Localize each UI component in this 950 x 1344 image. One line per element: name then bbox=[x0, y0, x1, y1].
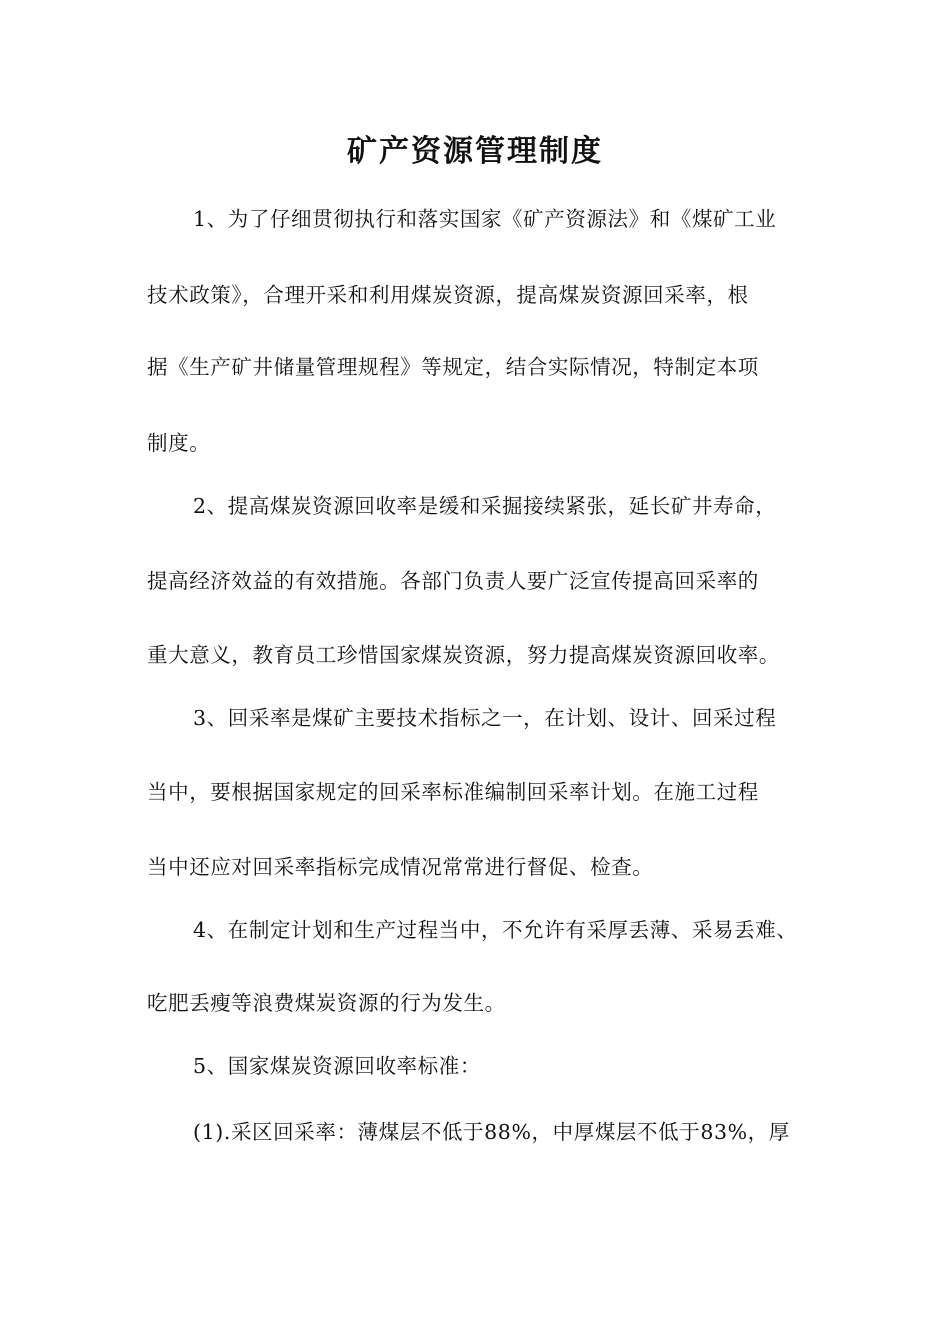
paragraph-2-line-3: 重大意义，教育员工珍惜国家煤炭资源，努力提高煤炭资源回收率。 bbox=[147, 643, 780, 667]
paragraph-1-line-4: 制度。 bbox=[147, 431, 211, 455]
paragraph-1-line-1: 1、为了仔细贯彻执行和落实国家《矿产资源法》和《煤矿工业 bbox=[193, 207, 777, 231]
paragraph-5-line-1: 5、国家煤炭资源回收率标准： bbox=[193, 1054, 481, 1078]
paragraph-6-line-1: (1).采区回采率：薄煤层不低于88%，中厚煤层不低于83%，厚 bbox=[193, 1120, 790, 1144]
paragraph-4-line-1: 4、在制定计划和生产过程当中，不允许有采厚丢薄、采易丢难、 bbox=[193, 918, 798, 942]
paragraph-2-line-1: 2、提高煤炭资源回收率是缓和采掘接续紧张，延长矿井寿命， bbox=[193, 494, 777, 518]
paragraph-3-line-1: 3、回采率是煤矿主要技术指标之一，在计划、设计、回采过程 bbox=[193, 706, 777, 730]
paragraph-3-line-2: 当中，要根据国家规定的回采率标准编制回采率计划。在施工过程 bbox=[147, 780, 759, 804]
paragraph-2-line-2: 提高经济效益的有效措施。各部门负责人要广泛宣传提高回采率的 bbox=[147, 569, 759, 593]
document-title: 矿产资源管理制度 bbox=[347, 134, 603, 169]
paragraph-1-line-2: 技术政策》，合理开采和利用煤炭资源，提高煤炭资源回采率，根 bbox=[147, 283, 749, 307]
paragraph-4-line-2: 吃肥丢瘦等浪费煤炭资源的行为发生。 bbox=[147, 991, 506, 1015]
paragraph-1-line-3: 据《生产矿井储量管理规程》等规定，结合实际情况，特制定本项 bbox=[147, 355, 759, 379]
paragraph-3-line-3: 当中还应对回采率指标完成情况常常进行督促、检查。 bbox=[147, 855, 654, 879]
